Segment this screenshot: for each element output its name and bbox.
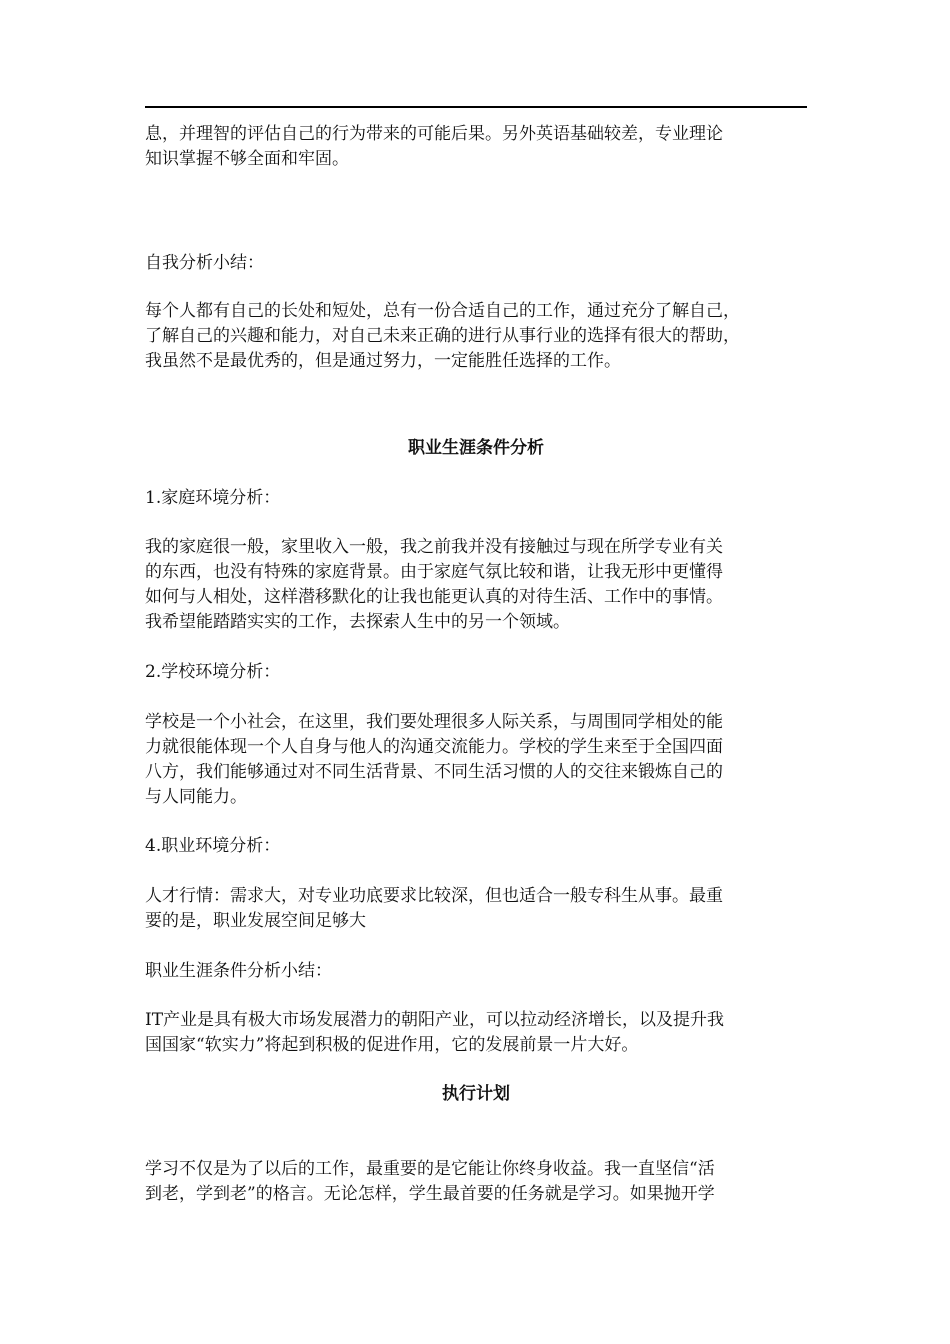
school-paragraph [145,710,807,810]
career-summary-label: 职业生涯条件分析小结： [145,961,332,981]
family-line-4: 我希望能踏踏实实的工作，去探索人生中的另一个领域。 [145,612,570,632]
intro-line-1: 息，并理智的评估自己的行为带来的可能后果。另外英语基础较差，专业理论 [145,124,723,144]
career-env-paragraph [145,884,807,934]
career-env-line-2: 要的是，职业发展空间足够大 [145,911,366,931]
career-conditions-heading: 职业生涯条件分析 [408,438,544,458]
family-line-2: 的东西，也没有特殊的家庭背景。由于家庭气氛比较和谐，让我无形中更懂得 [145,562,723,582]
self-summary-paragraph [145,299,807,374]
school-line-4: 与人同能力。 [145,787,247,807]
self-summary-line-2: 了解自己的兴趣和能力，对自己未来正确的进行从事行业的选择有很大的帮助， [145,326,740,346]
family-line-1: 我的家庭很一般，家里收入一般，我之前我并没有接触过与现在所学专业有关 [145,537,723,557]
school-line-3: 八方，我们能够通过对不同生活背景、不同生活习惯的人的交往来锻炼自己的 [145,762,723,782]
plan-paragraph [145,1157,807,1207]
family-paragraph [145,535,807,635]
intro-paragraph [145,122,807,172]
career-summary-paragraph [145,1008,807,1058]
career-env-label: 4.职业环境分析： [145,836,281,856]
school-line-1: 学校是一个小社会，在这里，我们要处理很多人际关系，与周围同学相处的能 [145,712,723,732]
self-summary-line-3: 我虽然不是最优秀的，但是通过努力，一定能胜任选择的工作。 [145,351,621,371]
career-summary-line-1: IT产业是具有极大市场发展潜力的朝阳产业，可以拉动经济增长，以及提升我 [145,1010,725,1030]
school-line-2: 力就很能体现一个人自身与他人的沟通交流能力。学校的学生来至于全国四面 [145,737,723,757]
plan-line-2: 到老，学到老”的格言。无论怎样，学生最首要的任务就是学习。如果抛开学 [145,1184,715,1204]
family-label: 1.家庭环境分析： [145,488,281,508]
school-label: 2.学校环境分析： [145,662,281,682]
intro-line-2: 知识掌握不够全面和牢固。 [145,149,349,169]
career-env-line-1: 人才行情：需求大，对专业功底要求比较深，但也适合一般专科生从事。最重 [145,886,723,906]
plan-line-1: 学习不仅是为了以后的工作，最重要的是它能让你终身收益。我一直坚信“活 [145,1159,715,1179]
execution-plan-heading: 执行计划 [442,1084,510,1104]
family-line-3: 如何与人相处，这样潜移默化的让我也能更认真的对待生活、工作中的事情。 [145,587,723,607]
header-rule [145,106,807,108]
career-summary-line-2: 国国家“软实力”将起到积极的促进作用，它的发展前景一片大好。 [145,1035,639,1055]
self-summary-line-1: 每个人都有自己的长处和短处，总有一份合适自己的工作，通过充分了解自己， [145,301,740,321]
self-summary-label: 自我分析小结： [145,253,264,273]
